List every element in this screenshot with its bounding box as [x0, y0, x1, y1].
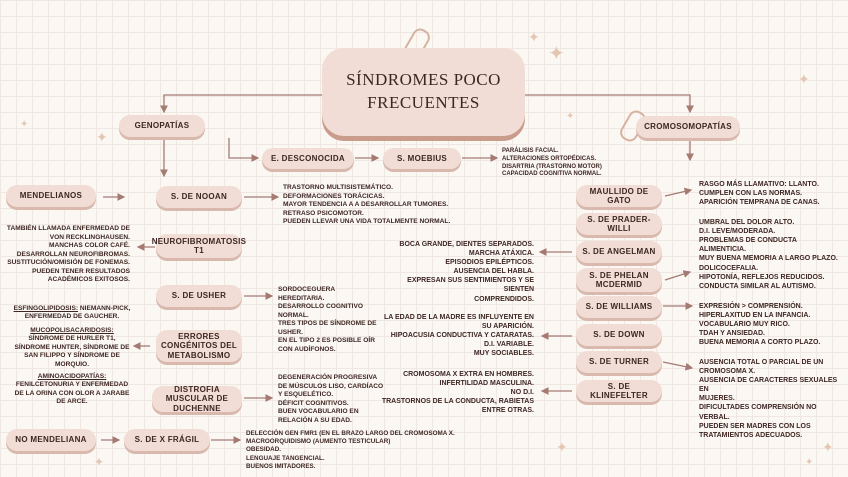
phelan-text: DOLICOCEFALIA. HIPOTONÍA, REFLEJOS REDUCIDOS. CONDUCTA SIMILAR AL AUTISMO.	[699, 265, 825, 291]
sparkle-icon: ✦	[94, 455, 105, 469]
main-title-box	[322, 48, 525, 136]
amino-title: AMINOACIDOPATÍAS:	[37, 372, 107, 380]
gato-text: RASGO MÁS LLAMATIVO: LLANTO. CUMPLEN CON LAS NORMAS. APARICIÓN TEMPRANA DE CANAS.	[699, 181, 820, 207]
node-prader-willi: S. DE PRADER-WILLI	[576, 213, 662, 235]
connector-turner	[663, 362, 692, 368]
node-klinefelter: S. DE KLINEFELTER	[576, 380, 662, 402]
sparkle-icon: ✦	[805, 457, 814, 468]
duchenne-text: DEGENERACIÓN PROGRESIVA DE MÚSCULOS LISO, CARDÍACO Y ESQUELÉTICO. DÉFICIT COGNITIVOS. BUEN VOCABULARIO EN RELACIÓN A SU EDAD.	[278, 374, 384, 424]
connector-title-geno	[164, 95, 322, 112]
x-fragil-text: DELECCIÓN GEN FMR1 (EN EL BRAZO LARGO DEL CROMOSOMA X. MACROORQUIDISMO (AUMENTO TESTICULAR) OBESIDAD. LENGUAJE TANGENCIAL. BUENOS IMITADORES.	[246, 430, 455, 470]
node-noonan: S. DE NOOAN	[156, 186, 242, 208]
connector-geno-desconocida	[229, 138, 258, 158]
node-phelan: S. DE PHELAN MCDERMID	[576, 268, 662, 292]
node-no-mendeliana: NO MENDELIANA	[6, 429, 96, 451]
node-turner: S. DE TURNER	[576, 351, 662, 373]
turner-text: AUSENCIA TOTAL O PARCIAL DE UN CROMOSOMA X. AUSENCIA DE CARACTERES SEXUALES EN MUJERES. DIFICULTADES COMPRENSIÓN NO VERBAL. PUEDEN SER MADRES CON LOS TRATAMIENTOS ADECUADOS.	[699, 359, 838, 439]
node-x-fragil: S. DE X FRÁGIL	[124, 429, 210, 451]
sparkle-icon: ✦	[548, 43, 565, 65]
sparkle-icon: ✦	[556, 439, 568, 455]
down-text: LA EDAD DE LA MADRE ES INFLUYENTE EN SU APARICIÓN. HIPOACUSIA CONDUCTIVA Y CATARATAS. D.I. VARIABLE. MUY SOCIABLES.	[384, 314, 534, 358]
node-desconocida: E. DESCONOCIDA	[262, 148, 354, 169]
node-down: S. DE DOWN	[576, 324, 662, 346]
esfingo-text: NIEMANN-PICK, ENFERMEDAD DE GAUCHER.	[24, 304, 131, 321]
node-neurofibromatosis: NEUROFIBROMATOSIS T1	[156, 234, 242, 258]
amino-text: FENILCETONURIA Y ENFERMEDAD DE LA ORINA CON OLOR A JARABE DE ARCE.	[14, 381, 130, 406]
connector-title-cromo	[525, 95, 690, 112]
node-angelman: S. DE ANGELMAN	[576, 241, 662, 263]
sparkle-icon: ✦	[566, 111, 575, 122]
prader-text: UMBRAL DEL DOLOR ALTO. D.I. LEVE/MODERADA. PROBLEMAS DE CONDUCTA ALIMENTICIA. MUY BUENA MEMORIA A LARGO PLAZO.	[699, 219, 838, 263]
sparkle-icon: ✦	[798, 71, 810, 87]
sparkle-icon: ✦	[20, 119, 29, 130]
sparkle-icon: ✦	[822, 439, 834, 455]
main-title-line1: SÍNDROMES POCO	[346, 70, 501, 90]
sparkle-icon: ✦	[528, 29, 540, 45]
node-williams: S. DE WILLIAMS	[576, 296, 662, 318]
neurofibromatosis-text: TAMBIÉN LLAMADA ENFERMEDAD DE VON RECKLINGHAUSEN. MANCHAS COLOR CAFÉ. DESARROLLAN NEUROFIBROMAS. SUSTITUCIÓN/OMISIÓN DE FONEMAS. PUEDEN TENER RESULTADOS ACADÉMICOS EXITOSOS.	[6, 225, 130, 284]
moebius-text: PARÁLISIS FACIAL. ALTERACIONES ORTOPÉDICAS. DISARTRIA (TRASTORNO MOTOR) CAPACIDAD COGNITIVA NORMAL.	[502, 148, 602, 178]
node-errores: ERRORES CONGÉNITOS DEL METABOLISMO	[156, 330, 242, 362]
mucopoli-block	[10, 318, 134, 369]
noonan-text: TRASTORNO MULTISISTEMÁTICO. DEFORMACIONES TORÁCICAS. MAYOR TENDENCIA A A DESARROLLAR TUMORES. RETRASO PSICOMOTOR. PUEDEN LLEVAR UNA VIDA TOTALMENTE NORMAL.	[283, 184, 451, 226]
mucopoli-text: SÍNDROME DE HURLER T1, SÍNDROME HUNTER, SÍNDROME DE SAN FILIPPO Y SÍNDROME DE MORQUIO.	[14, 335, 130, 368]
connector-gato	[665, 190, 691, 196]
sparkle-icon: ✦	[96, 129, 108, 145]
node-genopatias: GENOPATÍAS	[119, 115, 205, 137]
connector-phelan	[665, 272, 690, 280]
usher-text: SORDOCEGUERA HEREDITARIA. DESARROLLO COGNITIVO NORMAL. TRES TIPOS DE SÍNDROME DE USHER. EN EL TIPO 2 ES POSIBLE OÍR CON AUDÍFONOS.	[278, 286, 377, 353]
node-mendelianos: MENDELIANOS	[6, 185, 96, 207]
mucopoli-title: MUCOPOLISACARIDOSIS:	[30, 326, 114, 334]
williams-text: EXPRESIÓN > COMPRENSIÓN. HIPERLAXITUD EN LA INFANCIA. VOCABULARIO MUY RICO. TDAH Y ANSIEDAD. BUENA MEMORIA A CORTO PLAZO.	[699, 303, 821, 347]
main-title-line2: FRECUENTES	[367, 93, 480, 112]
amino-block	[10, 364, 134, 407]
angelman-text: BOCA GRANDE, DIENTES SEPARADOS. MARCHA ATÁXICA. EPISODIOS EPILÉPTICOS. AUSENCIA DEL HABLA. EXPRESAN SUS SENTIMIENTOS Y SE SIENTEN COMPRENDIDOS.	[399, 241, 534, 303]
node-cromosomopatias: CROMOSOMOPATÍAS	[636, 116, 740, 138]
node-maullido-gato: MAULLIDO DE GATO	[576, 185, 662, 207]
node-usher: S. DE USHER	[156, 285, 242, 307]
klinefelter-text: CROMOSOMA X EXTRA EN HOMBRES. INFERTILIDAD MASCULINA. NO D.I. TRASTORNOS DE LA CONDUCTA, RABIETAS ENTRE OTRAS.	[381, 371, 534, 415]
esfingo-title: ESFINGOLIPIDOSIS:	[13, 304, 79, 312]
node-duchenne: DISTROFIA MUSCULAR DE DUCHENNE	[152, 386, 242, 412]
node-moebius: S. MOEBIUS	[383, 148, 461, 169]
